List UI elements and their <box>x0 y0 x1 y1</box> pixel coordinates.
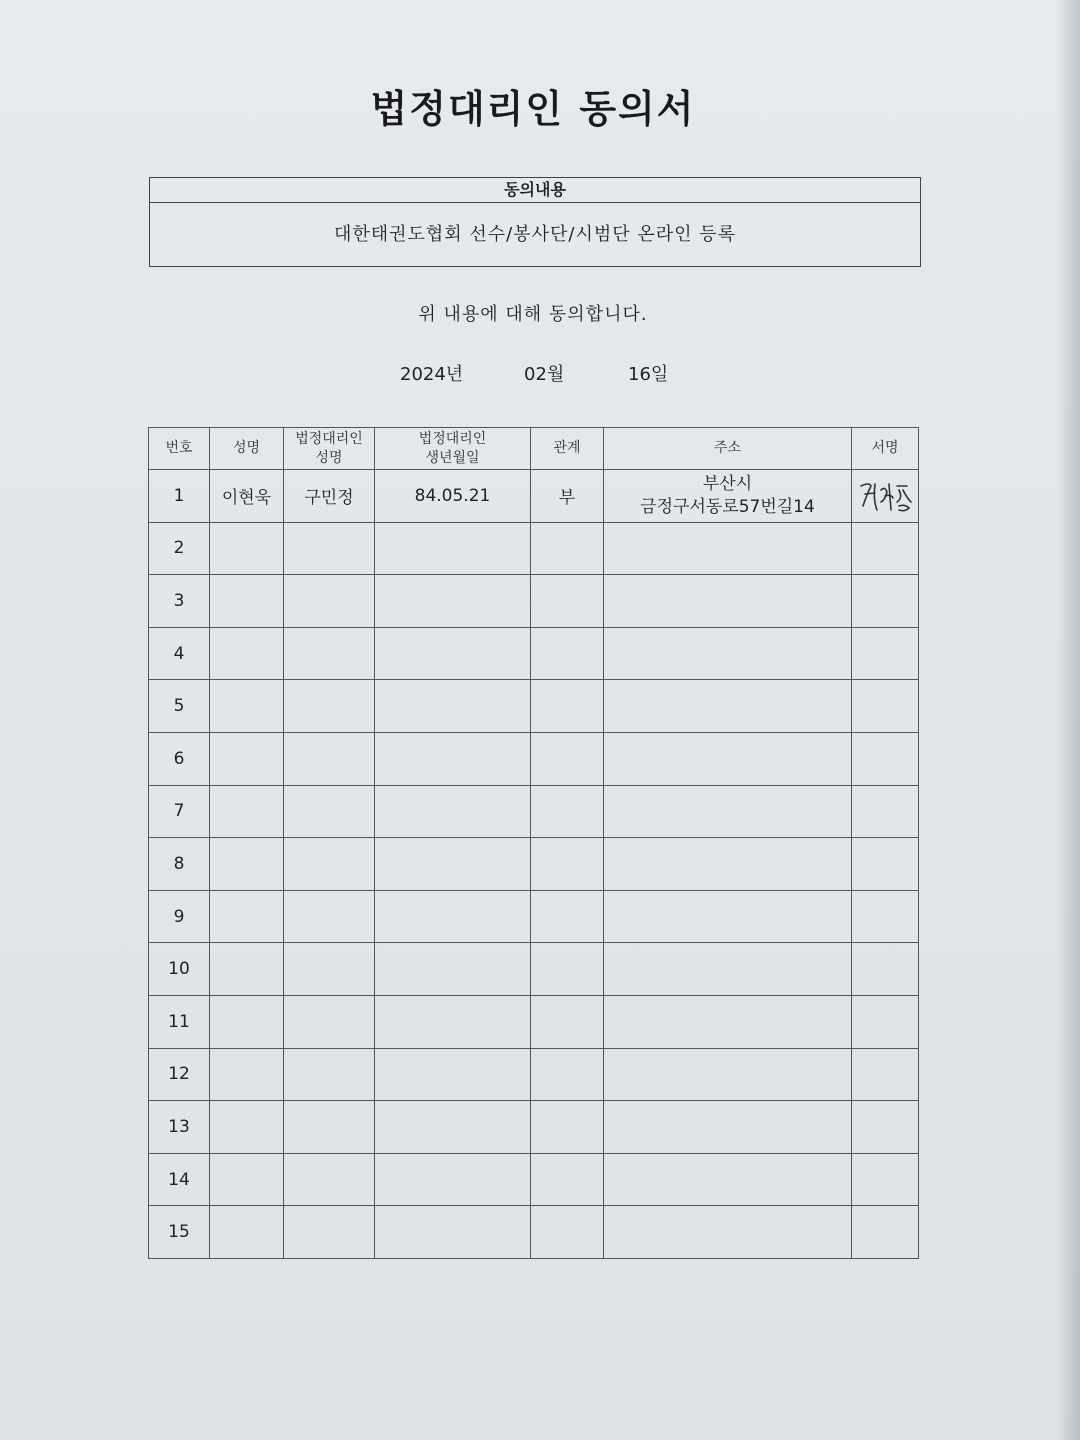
cell-name <box>210 1101 284 1154</box>
table-row <box>149 1048 919 1101</box>
cell-signature <box>852 470 919 523</box>
cell-address <box>604 1153 852 1206</box>
cell-guardian-birth <box>375 838 531 891</box>
table-row <box>149 575 919 628</box>
table-row <box>149 627 919 680</box>
header-relation: 관계 <box>531 428 604 470</box>
header-guardian-name <box>284 428 375 470</box>
cell-guardian-name <box>284 680 375 733</box>
table-row <box>149 1206 919 1259</box>
cell-signature <box>852 785 919 838</box>
cell-guardian-name: 구민정 <box>284 470 375 523</box>
address-line2: 금정구서동로57번길14 <box>640 496 815 517</box>
page-edge-shadow <box>1056 0 1080 1440</box>
table-row <box>149 890 919 943</box>
cell-relation <box>531 1101 604 1154</box>
table-row <box>149 838 919 891</box>
header-guardian-name-line1: 법정대리인 <box>295 430 363 447</box>
cell-address <box>604 522 852 575</box>
cell-guardian-name <box>284 890 375 943</box>
cell-guardian-birth: 84.05.21 <box>375 470 531 523</box>
cell-guardian-birth <box>375 995 531 1048</box>
cell-name <box>210 995 284 1048</box>
cell-address <box>604 785 852 838</box>
cell-guardian-birth <box>375 522 531 575</box>
cell-signature <box>852 575 919 628</box>
cell-signature <box>852 1101 919 1154</box>
cell-relation <box>531 732 604 785</box>
cell-no: 11 <box>149 995 210 1048</box>
cell-no: 12 <box>149 1048 210 1101</box>
cell-name <box>210 1153 284 1206</box>
agree-statement: 위 내용에 대해 동의합니다. <box>418 304 648 325</box>
cell-relation <box>531 627 604 680</box>
cell-signature <box>852 680 919 733</box>
cell-no: 8 <box>149 838 210 891</box>
cell-guardian-birth <box>375 1153 531 1206</box>
table-row <box>149 785 919 838</box>
cell-address <box>604 995 852 1048</box>
table-row <box>149 995 919 1048</box>
cell-signature <box>852 890 919 943</box>
header-signature: 서명 <box>852 428 919 470</box>
cell-name: 이현욱 <box>210 470 284 523</box>
date-day: 16일 <box>628 364 669 385</box>
document-title: 법정대리인 동의서 <box>370 87 696 131</box>
cell-no: 1 <box>149 470 210 523</box>
cell-name <box>210 1206 284 1259</box>
cell-name <box>210 1048 284 1101</box>
cell-relation <box>531 522 604 575</box>
cell-no: 5 <box>149 680 210 733</box>
cell-signature <box>852 995 919 1048</box>
cell-no: 14 <box>149 1153 210 1206</box>
cell-guardian-name <box>284 1101 375 1154</box>
cell-address <box>604 1206 852 1259</box>
cell-relation <box>531 838 604 891</box>
guardian-table <box>148 427 919 1259</box>
cell-guardian-name <box>284 1206 375 1259</box>
cell-address <box>604 890 852 943</box>
table-row <box>149 732 919 785</box>
cell-address <box>604 1101 852 1154</box>
table-row <box>149 470 919 523</box>
cell-signature <box>852 943 919 996</box>
cell-relation <box>531 680 604 733</box>
cell-relation <box>531 575 604 628</box>
cell-relation <box>531 1153 604 1206</box>
cell-no: 7 <box>149 785 210 838</box>
cell-guardian-birth <box>375 943 531 996</box>
cell-guardian-birth <box>375 680 531 733</box>
cell-guardian-birth <box>375 627 531 680</box>
cell-guardian-birth <box>375 1206 531 1259</box>
cell-signature <box>852 838 919 891</box>
consent-box <box>149 177 921 267</box>
cell-signature <box>852 1048 919 1101</box>
cell-no: 9 <box>149 890 210 943</box>
cell-guardian-name <box>284 838 375 891</box>
cell-guardian-name <box>284 943 375 996</box>
cell-name <box>210 838 284 891</box>
header-guardian-birth-line1: 법정대리인 <box>418 430 487 447</box>
header-guardian-birth-line2: 생년월일 <box>425 449 480 466</box>
cell-address <box>604 680 852 733</box>
consent-body: 대한태권도협회 선수/봉사단/시범단 온라인 등록 <box>333 224 737 245</box>
cell-guardian-name <box>284 1153 375 1206</box>
cell-address <box>604 838 852 891</box>
cell-guardian-birth <box>375 1101 531 1154</box>
cell-signature <box>852 732 919 785</box>
cell-name <box>210 680 284 733</box>
cell-signature <box>852 1153 919 1206</box>
table-row <box>149 943 919 996</box>
cell-guardian-birth <box>375 1048 531 1101</box>
cell-name <box>210 627 284 680</box>
date-month: 02월 <box>524 364 565 385</box>
consent-header: 동의내용 <box>150 178 920 203</box>
table-row <box>149 522 919 575</box>
cell-guardian-name <box>284 522 375 575</box>
cell-name <box>210 785 284 838</box>
cell-relation <box>531 1206 604 1259</box>
handwritten-signature <box>855 476 915 516</box>
header-guardian-name-line2: 성명 <box>315 449 343 466</box>
cell-guardian-name <box>284 995 375 1048</box>
table-row <box>149 680 919 733</box>
cell-no: 3 <box>149 575 210 628</box>
cell-no: 15 <box>149 1206 210 1259</box>
cell-name <box>210 732 284 785</box>
header-name: 성명 <box>210 428 284 470</box>
cell-relation <box>531 995 604 1048</box>
cell-guardian-name <box>284 732 375 785</box>
cell-guardian-birth <box>375 890 531 943</box>
cell-name <box>210 522 284 575</box>
cell-guardian-birth <box>375 732 531 785</box>
cell-guardian-birth <box>375 785 531 838</box>
cell-name <box>210 890 284 943</box>
address-line1: 부산시 <box>702 473 753 494</box>
cell-name <box>210 575 284 628</box>
table-row <box>149 1101 919 1154</box>
cell-signature <box>852 522 919 575</box>
header-guardian-birth <box>375 428 531 470</box>
cell-guardian-name <box>284 627 375 680</box>
header-address: 주소 <box>604 428 852 470</box>
date-year: 2024년 <box>400 364 464 385</box>
cell-guardian-name <box>284 785 375 838</box>
cell-relation <box>531 943 604 996</box>
cell-address <box>604 732 852 785</box>
cell-relation: 부 <box>531 470 604 523</box>
cell-address <box>604 627 852 680</box>
cell-relation <box>531 1048 604 1101</box>
cell-address <box>604 1048 852 1101</box>
header-no: 번호 <box>149 428 210 470</box>
cell-signature <box>852 1206 919 1259</box>
cell-guardian-name <box>284 1048 375 1101</box>
cell-relation <box>531 890 604 943</box>
cell-no: 13 <box>149 1101 210 1154</box>
cell-address <box>604 470 852 523</box>
table-header-row <box>149 428 919 470</box>
cell-no: 2 <box>149 522 210 575</box>
cell-no: 6 <box>149 732 210 785</box>
cell-name <box>210 943 284 996</box>
table-row <box>149 1153 919 1206</box>
cell-address <box>604 575 852 628</box>
cell-relation <box>531 785 604 838</box>
cell-guardian-birth <box>375 575 531 628</box>
cell-address <box>604 943 852 996</box>
cell-no: 10 <box>149 943 210 996</box>
cell-signature <box>852 627 919 680</box>
cell-guardian-name <box>284 575 375 628</box>
cell-no: 4 <box>149 627 210 680</box>
